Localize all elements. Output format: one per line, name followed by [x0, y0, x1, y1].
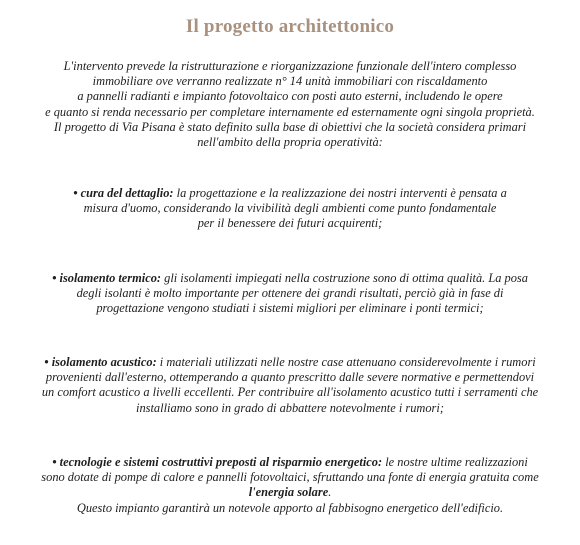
bullet-line: misura d'uomo, considerando la vivibilità degli ambienti come punto fondamentale [83, 201, 497, 216]
bullet-line: sono dotate di pompe di calore e pannelli fotovoltaici, sfruttando una fonte di energia gratuita come [41, 470, 539, 485]
intro-line: Il progetto di Via Pisana è stato definito sulla base di obiettivi che la società considera primari [53, 119, 527, 134]
bullet-isolamento-acustico [10, 355, 570, 416]
bullet-line: un comfort acustico a livelli eccellenti. Per contribuire all'isolamento acustico tutti i serramenti che [41, 385, 539, 400]
bullet-line [10, 271, 570, 286]
bullet-line: progettazione vengono studiati i sistemi migliori per eliminare i ponti termici; [96, 301, 484, 316]
bullet-line [10, 455, 570, 470]
energia-solare-emphasis: l'energia solare [248, 485, 329, 500]
bullet-text: le nostre ultime realizzazioni [382, 455, 528, 469]
bullet-line: degli isolanti è molto importante per ottenere dei grandi risultati, perciò già in fase di [76, 286, 504, 301]
bullet-line: installiamo sono in grado di abbattere notevolmente i rumori; [136, 400, 444, 415]
bullet-text: la progettazione e la realizzazione dei nostri interventi è pensata a [173, 186, 507, 200]
bullet-label: • tecnologie e sistemi costruttivi preposti al risparmio energetico: [52, 455, 383, 469]
bullet-line [10, 355, 570, 370]
bullet-isolamento-termico [10, 271, 570, 317]
bullet-label: • isolamento termico: [52, 271, 162, 285]
intro-line: L'intervento prevede la ristrutturazione e riorganizzazione funzionale dell'intero complesso [63, 59, 517, 73]
page-title: Il progetto architettonico [185, 16, 395, 37]
intro-line: a pannelli radianti e impianto fotovoltaico con posti auto esterni, includendo le opere [77, 89, 503, 104]
bullet-line [10, 186, 570, 201]
intro-line: nell'ambito della propria operatività: [197, 135, 383, 150]
bullet-text: i materiali utilizzati nelle nostre case attenuano considerevolmente i rumori [156, 355, 536, 369]
intro-line: e quanto si renda necessario per completare internamente ed esternamente ogni singola proprietà. [45, 104, 535, 119]
bullet-text: . [328, 485, 332, 500]
bullet-line [10, 485, 570, 500]
bullet-label: • isolamento acustico: [44, 355, 157, 369]
bullet-cura-del-dettaglio [10, 186, 570, 232]
intro-line: immobiliare ove verranno realizzate n° 14 unità immobiliari con riscaldamento [92, 74, 488, 89]
bullet-tecnologie-risparmio-energetico [10, 455, 570, 516]
intro-paragraph [10, 59, 570, 150]
bullet-line: Questo impianto garantirà un notevole apporto al fabbisogno energetico dell'edificio. [76, 500, 504, 515]
bullet-label: • cura del dettaglio: [73, 186, 174, 200]
bullet-text: gli isolamenti impiegati nella costruzione sono di ottima qualità. La posa [161, 271, 528, 285]
bullet-line: per il benessere dei futuri acquirenti; [197, 216, 383, 231]
bullet-line: provenienti dall'esterno, ottemperando a quanto prescritto dalle severe normative e permettendovi [45, 370, 535, 385]
